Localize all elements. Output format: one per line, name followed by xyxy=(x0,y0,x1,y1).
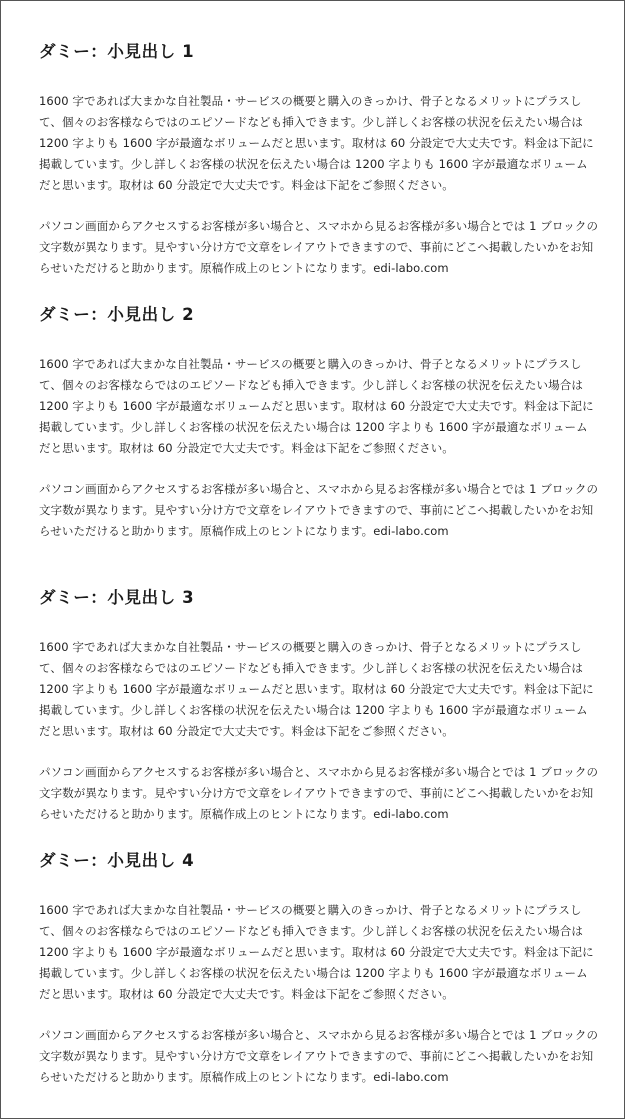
section-heading: ダミー：小見出し 4 xyxy=(39,851,195,870)
section-paragraph: パソコン画面からアクセスするお客様が多い場合と、スマホから見るお客様が多い場合とでは 1 ブロックの文字数が異なります。見やすい分け方で文章をレイアウトできますので、事前にどこへ掲載したいかをお知らせいただけると助かります。原稿作成上のヒントになります。edi-labo.com xyxy=(39,765,599,821)
section-heading: ダミー：小見出し 1 xyxy=(39,42,195,61)
section-1 xyxy=(39,41,599,279)
section-paragraph: パソコン画面からアクセスするお客様が多い場合と、スマホから見るお客様が多い場合とでは 1 ブロックの文字数が異なります。見やすい分け方で文章をレイアウトできますので、事前にどこへ掲載したいかをお知らせいただけると助かります。原稿作成上のヒントになります。edi-labo.com xyxy=(39,1028,599,1084)
section-paragraph: 1600 字であれば大まかな自社製品・サービスの概要と購入のきっかけ、骨子となるメリットにプラスして、個々のお客様ならではのエピソードなども挿入できます。少し詳しくお客様の状況を伝えたい場合は 1200 字よりも 1600 字が最適なボリュームだと思います。取材は 60 分設定で大丈夫です。料金は下記に掲載しています。少し詳しくお客様の状況を伝えたい場合は 1200 字よりも 1600 字が最適なボリュームだと思います。取材は 60 分設定で大丈夫です。料金は下記をご参照ください。 xyxy=(39,94,594,192)
section-4 xyxy=(39,850,599,1088)
section-paragraph: パソコン画面からアクセスするお客様が多い場合と、スマホから見るお客様が多い場合とでは 1 ブロックの文字数が異なります。見やすい分け方で文章をレイアウトできますので、事前にどこへ掲載したいかをお知らせいただけると助かります。原稿作成上のヒントになります。edi-labo.com xyxy=(39,482,599,538)
section-3 xyxy=(39,587,599,825)
section-paragraph: 1600 字であれば大まかな自社製品・サービスの概要と購入のきっかけ、骨子となるメリットにプラスして、個々のお客様ならではのエピソードなども挿入できます。少し詳しくお客様の状況を伝えたい場合は 1200 字よりも 1600 字が最適なボリュームだと思います。取材は 60 分設定で大丈夫です。料金は下記に掲載しています。少し詳しくお客様の状況を伝えたい場合は 1200 字よりも 1600 字が最適なボリュームだと思います。取材は 60 分設定で大丈夫です。料金は下記をご参照ください。 xyxy=(39,640,594,738)
section-paragraph: パソコン画面からアクセスするお客様が多い場合と、スマホから見るお客様が多い場合とでは 1 ブロックの文字数が異なります。見やすい分け方で文章をレイアウトできますので、事前にどこへ掲載したいかをお知らせいただけると助かります。原稿作成上のヒントになります。edi-labo.com xyxy=(39,219,599,275)
section-2 xyxy=(39,304,599,542)
section-paragraph: 1600 字であれば大まかな自社製品・サービスの概要と購入のきっかけ、骨子となるメリットにプラスして、個々のお客様ならではのエピソードなども挿入できます。少し詳しくお客様の状況を伝えたい場合は 1200 字よりも 1600 字が最適なボリュームだと思います。取材は 60 分設定で大丈夫です。料金は下記に掲載しています。少し詳しくお客様の状況を伝えたい場合は 1200 字よりも 1600 字が最適なボリュームだと思います。取材は 60 分設定で大丈夫です。料金は下記をご参照ください。 xyxy=(39,357,594,455)
section-heading: ダミー：小見出し 2 xyxy=(39,305,195,324)
section-heading: ダミー：小見出し 3 xyxy=(39,588,195,607)
section-paragraph: 1600 字であれば大まかな自社製品・サービスの概要と購入のきっかけ、骨子となるメリットにプラスして、個々のお客様ならではのエピソードなども挿入できます。少し詳しくお客様の状況を伝えたい場合は 1200 字よりも 1600 字が最適なボリュームだと思います。取材は 60 分設定で大丈夫です。料金は下記に掲載しています。少し詳しくお客様の状況を伝えたい場合は 1200 字よりも 1600 字が最適なボリュームだと思います。取材は 60 分設定で大丈夫です。料金は下記をご参照ください。 xyxy=(39,903,594,1001)
